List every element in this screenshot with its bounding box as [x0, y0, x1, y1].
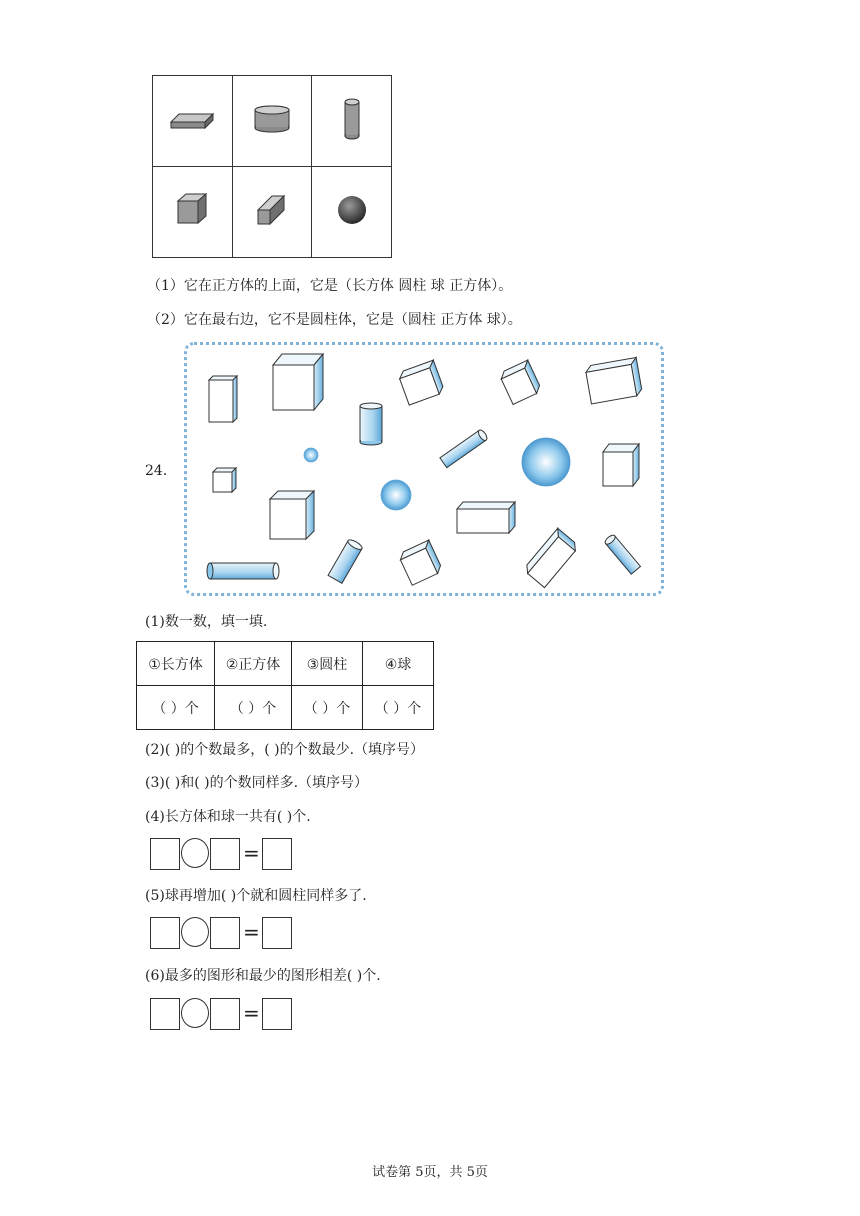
cylinder-standing-icon: [342, 97, 362, 141]
cube-icon: [174, 191, 210, 229]
grid-cell: [153, 76, 233, 167]
question-24-part3: (3)( )和( )的个数同样多.（填序号）: [145, 775, 369, 791]
question-24-part4: (4)长方体和球一共有( )个.: [145, 809, 311, 825]
answer-box[interactable]: [210, 838, 240, 870]
cylinder-shape: [207, 563, 279, 579]
grid-cell: [232, 167, 312, 258]
solids-picture: [184, 342, 664, 596]
operator-circle[interactable]: [181, 838, 209, 868]
grid-cell: [312, 76, 392, 167]
equals-sign: =: [243, 920, 260, 944]
answer-cell[interactable]: （ ）个: [292, 686, 363, 730]
question-24-part5: (5)球再增加( )个就和圆柱同样多了.: [145, 888, 367, 904]
question-24-part6: (6)最多的图形和最少的图形相差( )个.: [145, 968, 381, 984]
grid-cell: [312, 167, 392, 258]
answer-box[interactable]: [150, 998, 180, 1030]
answer-box[interactable]: [262, 998, 292, 1030]
grid-cell: [153, 167, 233, 258]
flat-cuboid-icon: [167, 104, 217, 134]
question-23-part2: （2）它在最右边，它不是圆柱体，它是（圆柱 正方体 球）。: [147, 312, 522, 328]
cuboid-icon: [254, 190, 290, 230]
cuboid-shape: [270, 491, 314, 539]
cylinder-shape: [440, 429, 489, 468]
count-table: [136, 641, 434, 730]
table-header: ②正方体: [215, 642, 292, 686]
cube-shape: [398, 540, 443, 585]
grid-cell: [232, 76, 312, 167]
table-header: ③圆柱: [292, 642, 363, 686]
equation-row: [150, 917, 295, 949]
operator-circle[interactable]: [181, 917, 209, 947]
sphere-shape: [522, 438, 570, 486]
sphere-shape: [304, 448, 318, 462]
cube-shape: [273, 354, 323, 410]
answer-cell[interactable]: （ ）个: [363, 686, 434, 730]
equation-row: [150, 998, 295, 1030]
answer-cell[interactable]: （ ）个: [215, 686, 292, 730]
cylinder-shape: [328, 538, 363, 583]
sphere-shape: [381, 480, 411, 510]
cylinder-shape: [604, 534, 641, 575]
question-24-part2: (2)( )的个数最多，( )的个数最少.（填序号）: [145, 742, 425, 758]
cuboid-shape: [457, 502, 515, 533]
answer-box[interactable]: [262, 917, 292, 949]
solids-grid: [152, 75, 392, 258]
cuboid-shape: [209, 376, 237, 422]
answer-cell[interactable]: （ ）个: [137, 686, 215, 730]
cuboid-shape: [523, 528, 579, 587]
answer-box[interactable]: [150, 917, 180, 949]
cylinder-lying-icon: [250, 102, 294, 136]
cube-shape: [398, 360, 445, 405]
page-footer: 试卷第 5页，共 5页: [372, 1165, 488, 1180]
cylinder-shape: [360, 403, 382, 445]
operator-circle[interactable]: [181, 998, 209, 1028]
answer-box[interactable]: [210, 998, 240, 1030]
equals-sign: =: [243, 841, 260, 865]
table-header: ①长方体: [137, 642, 215, 686]
table-header: ④球: [363, 642, 434, 686]
answer-box[interactable]: [262, 838, 292, 870]
cube-shape: [213, 468, 236, 492]
question-24-part1: (1)数一数，填一填.: [145, 614, 268, 630]
answer-box[interactable]: [210, 917, 240, 949]
cube-shape: [603, 444, 639, 486]
question-23-part1: （1）它在正方体的上面，它是（长方体 圆柱 球 正方体）。: [147, 278, 513, 294]
equals-sign: =: [243, 1001, 260, 1025]
sphere-icon: [335, 193, 369, 227]
answer-box[interactable]: [150, 838, 180, 870]
question-24-number: 24．: [145, 463, 177, 479]
cuboid-shape: [585, 357, 643, 403]
cube-shape: [499, 360, 542, 404]
equation-row: [150, 838, 295, 870]
